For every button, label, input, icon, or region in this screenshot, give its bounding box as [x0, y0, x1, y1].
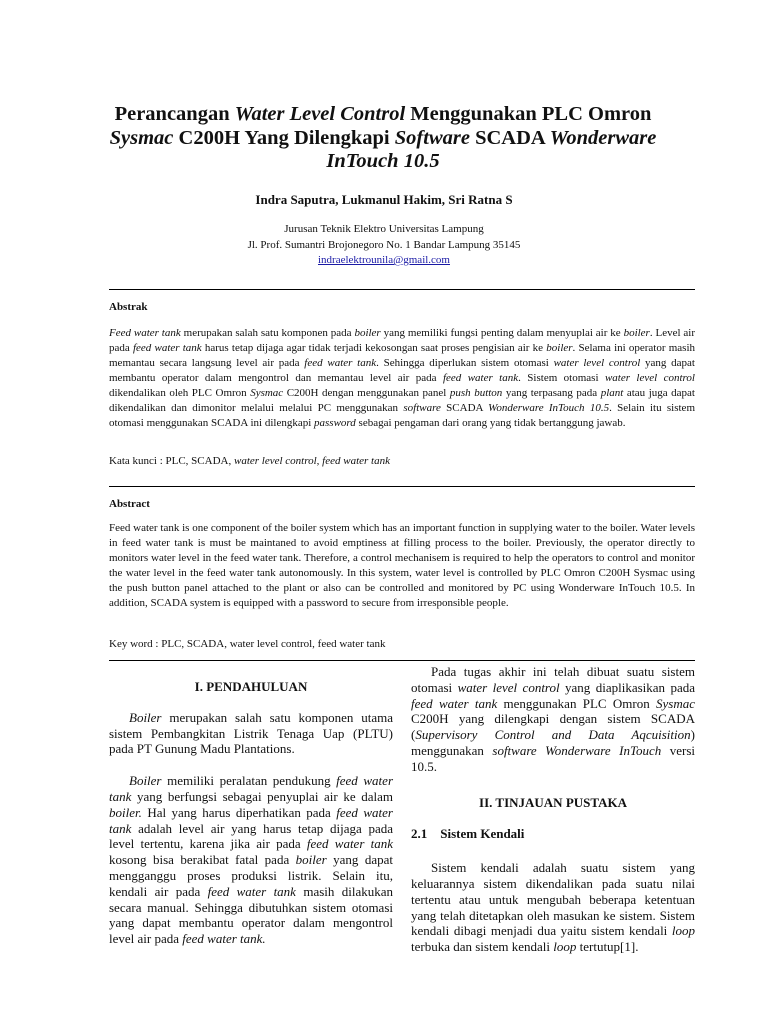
section-heading-tinjauan: II. TINJAUAN PUSTAKA	[479, 794, 627, 810]
abstrak-heading: Abstrak	[109, 301, 148, 313]
paragraph: Sistem kendali adalah suatu sistem yang keluarannya sistem dikendalikan pada suatu nilai tertentu atau untuk mengubah beberapa ketentuan yang telah ditetapkan oleh masukan ke sistem. Sistem kendali dibagi menjadi dua yaitu sistem kendali loop terbuka dan sistem kendali loop tertutup[1].	[411, 860, 695, 955]
paper-title: Perancangan Water Level Control Menggunakan PLC Omron Sysmac C200H Yang Dilengkapi Software SCADA Wonderware InTouch 10.5	[109, 103, 657, 172]
abstrak-keywords: Kata kunci : PLC, SCADA, water level control, feed water tank	[109, 455, 390, 467]
paragraph: Boiler merupakan salah satu komponen utama sistem Pembangkitan Listrik Tenaga Uap (PLTU) pada PT Gunung Madu Plantations.	[109, 709, 393, 757]
subsection-heading-sistem-kendali: 2.1 Sistem Kendali	[411, 826, 525, 842]
right-column	[411, 664, 695, 955]
left-column	[109, 679, 393, 947]
divider-bottom	[109, 660, 695, 661]
abstract-keywords: Key word : PLC, SCADA, water level control, feed water tank	[109, 638, 386, 650]
divider-top	[109, 289, 695, 290]
paragraph: Boiler memiliki peralatan pendukung feed water tank yang berfungsi sebagai penyuplai air ke dalam boiler. Hal yang harus diperhatikan pada feed water tank adalah level air yang harus tetap dijaga pada level tertentu, karena jika air pada feed water tank kosong bisa berakibat fatal pada boiler yang dapat mengganggu proses produksi listrik. Selain itu, kendali air pada feed water tank masih dilakukan secara manual. Sehingga dibutuhkan sistem otomasi yang dapat membantu operator dalam mengontrol level air pada feed water tank.	[109, 773, 394, 947]
paragraph: Pada tugas akhir ini telah dibuat suatu sistem otomasi water level control yang diaplikasikan pada feed water tank menggunakan PLC Omron Sysmac C200H yang dilengkapi dengan sistem SCADA (Supervisory Control and Data Aqcuisition) menggunakan software Wonderware InTouch versi 10.5.	[411, 664, 695, 774]
paper-authors: Indra Saputra, Lukmanul Hakim, Sri Ratna S	[255, 192, 513, 207]
abstrak-body: Feed water tank merupakan salah satu komponen pada boiler yang memiliki fungsi penting dalam menyuplai air ke boiler. Level air pada feed water tank harus tetap dijaga agar tidak terjadi kekosongan saat proses pengisian air ke boiler. Selama ini operator masih memantau secara langsung level air pada feed water tank. Sehingga diperlukan sistem otomasi water level control yang dapat membantu operator dalam mengontrol dan memantau level air pada feed water tank. Sistem otomasi water level control dikendalikan oleh PLC Omron Sysmac C200H dengan menggunakan panel push button yang terpasang pada plant atau juga dapat dikendalikan dan dimonitor melalui melalui PC menggunakan software SCADA Wonderware InTouch 10.5. Selain itu sistem otomasi menggunakan SCADA ini dilengkapi password sebagai pengaman dari orang yang tidak bertanggung jawab.	[109, 327, 696, 429]
affiliation-dept: Jurusan Teknik Elektro Universitas Lampung	[284, 223, 484, 235]
divider-middle	[109, 486, 695, 487]
affiliation	[100, 222, 668, 269]
abstract-heading: Abstract	[109, 498, 150, 510]
affiliation-address: Jl. Prof. Sumantri Brojonegoro No. 1 Bandar Lampung 35145	[247, 238, 521, 251]
section-heading-pendahuluan: I. PENDAHULUAN	[194, 679, 308, 694]
abstract-body: Feed water tank is one component of the boiler system which has an important function in supplying water to the boiler. Water levels in feed water tank is must be maintaned to avoid emptiness at filling process to the boiler. Previously, the operator directly to monitors water level in the feed water tank. Therefore, a control mechanisem is required to help the operators to control and monitor the water level in the feed water tank autonomously. In this system, water level is controlled by PLC Omron C200H Sysmac using the push button panel attached to the plant or also can be controlled and monitored by PC using Wonderware InTouch 10.5. In addition, SCADA system is equipped with a password to secure from irresponsible people.	[109, 522, 695, 609]
email-link[interactable]: indraelektrounila@gmail.com	[317, 254, 450, 266]
